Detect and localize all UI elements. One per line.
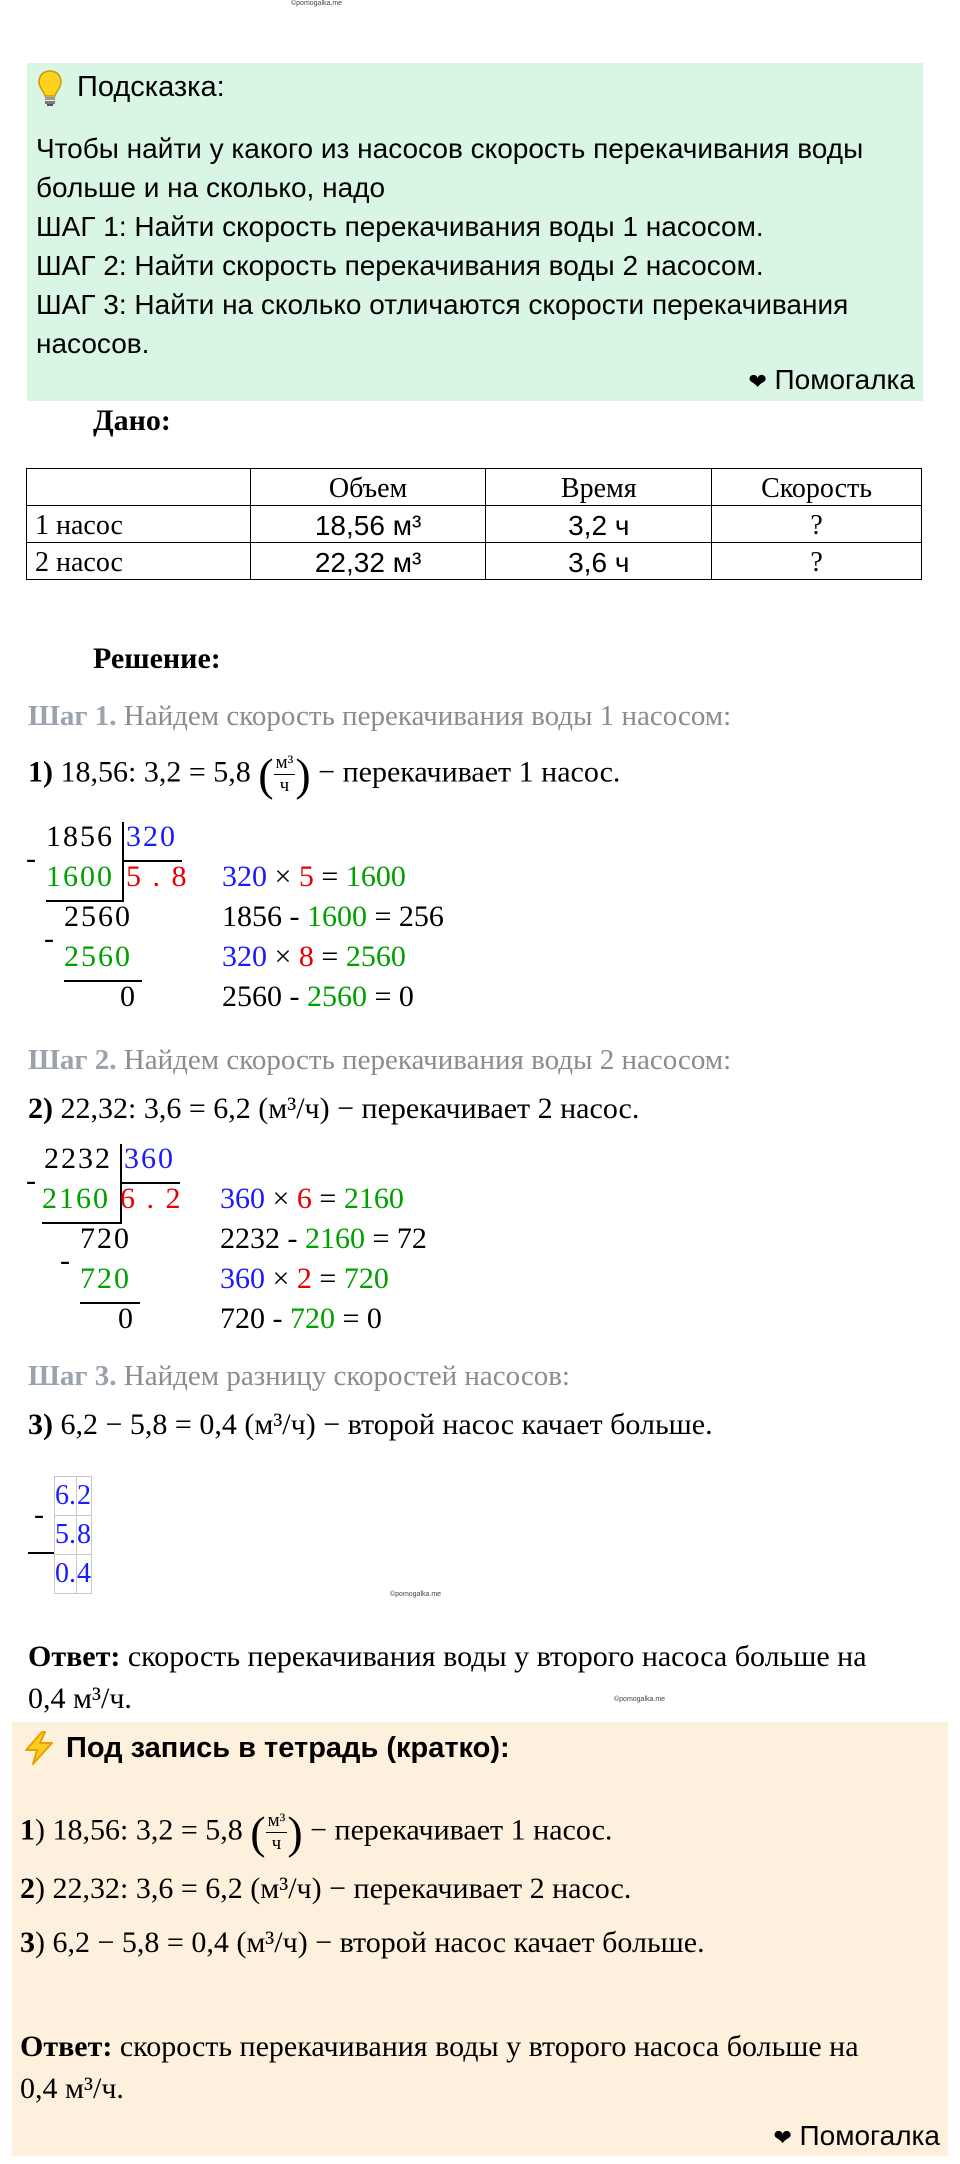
notebook-line-1: 1) 18,56: 3,2 = 5,8 ( $\frac{\text{м³}}{ч}$ ) − перекачивает 1 насос. [20, 1807, 613, 1858]
long-division-2: 2232 360 - 2160 6 . 2 720 - 720 0 [26, 1142, 183, 1335]
step-2-equation: 2) 22,32: 3,6 = 6,2 (м³/ч) − перекачивает 2 насос. [28, 1092, 640, 1125]
div2-note-1: 360 × 6 = 2160 [220, 1182, 404, 1215]
div1-note-2: 1856 - 1600 = 256 [222, 900, 444, 933]
hint-box [27, 63, 923, 401]
table-header-row [27, 469, 922, 506]
hint-step-3-cont: насосов. [36, 328, 150, 359]
heart-icon: ❤ [773, 2125, 792, 2150]
hint-title: Подсказка: [77, 71, 225, 103]
header-time: Время [486, 469, 712, 506]
div2-note-4: 720 - 720 = 0 [220, 1302, 382, 1335]
watermark-mid: ©pomogalka.me [390, 1591, 442, 1598]
watermark-bottom: ©pomogalka.me [614, 1696, 666, 1703]
table-row: 2 насос 22,32 м³ 3,6 ч ? [27, 543, 922, 580]
step-3-equation: 3) 6,2 − 5,8 = 0,4 (м³/ч) − второй насос качает больше. [28, 1408, 713, 1441]
long-division-1: 1856 320 - 1600 5 . 8 2560 - 2560 0 [26, 820, 189, 1013]
header-volume: Объем [250, 469, 486, 506]
table-row: 1 насос 18,56 м³ 3,2 ч ? [27, 506, 922, 543]
header-speed: Скорость [712, 469, 922, 506]
notebook-title: Под запись в тетрадь (кратко): [66, 1732, 510, 1764]
given-heading: Дано: [93, 404, 171, 437]
div2-note-2: 2232 - 2160 = 72 [220, 1222, 427, 1255]
notebook-brand: ❤ Помогалка [773, 2120, 940, 2151]
hint-step-3: ШАГ 3: Найти на сколько отличаются скорости перекачивания [36, 289, 849, 320]
answer: Ответ: скорость перекачивания воды у второго насоса больше на 0,4 м³/ч. [28, 1640, 867, 1715]
div1-note-4: 2560 - 2560 = 0 [222, 980, 414, 1013]
notebook-line-3: 3) 6,2 − 5,8 = 0,4 (м³/ч) − второй насос качает больше. [20, 1926, 705, 1959]
step-1-equation: 1) 18,56: 3,2 = 5,8 ( $\frac{\text{м³}}{ч}$ ) − перекачивает 1 насос. [28, 749, 621, 800]
hint-brand: ❤ Помогалка [748, 364, 915, 395]
notebook-box [12, 1722, 948, 2156]
step-3-heading: Шаг 3. Найдем разницу скоростей насосов: [28, 1360, 570, 1392]
hint-line-1: Чтобы найти у какого из насосов скорость перекачивания воды [36, 133, 864, 164]
step-1-heading: Шаг 1. Найдем скорость перекачивания воды 1 насосом: [28, 700, 732, 732]
hint-step-2: ШАГ 2: Найти скорость перекачивания воды 2 насосом. [36, 250, 764, 281]
hint-step-1: ШАГ 1: Найти скорость перекачивания воды 1 насосом. [36, 211, 764, 242]
div1-note-3: 320 × 8 = 2560 [222, 940, 406, 973]
lightbulb-icon [37, 69, 63, 112]
solution-heading: Решение: [93, 642, 221, 675]
given-table [26, 468, 922, 580]
step-2-heading: Шаг 2. Найдем скорость перекачивания воды 2 насосом: [28, 1044, 732, 1076]
heart-icon: ❤ [748, 369, 767, 394]
lightning-icon [22, 1730, 56, 1771]
notebook-answer: Ответ: скорость перекачивания воды у второго насоса больше на 0,4 м³/ч. [20, 2030, 859, 2105]
hint-line-2: больше и на сколько, надо [36, 172, 386, 203]
watermark-top: ©pomogalka.me [291, 0, 343, 7]
div2-note-3: 360 × 2 = 720 [220, 1262, 389, 1295]
notebook-line-2: 2) 22,32: 3,6 = 6,2 (м³/ч) − перекачивает 2 насос. [20, 1872, 632, 1905]
div1-note-1: 320 × 5 = 1600 [222, 860, 406, 893]
